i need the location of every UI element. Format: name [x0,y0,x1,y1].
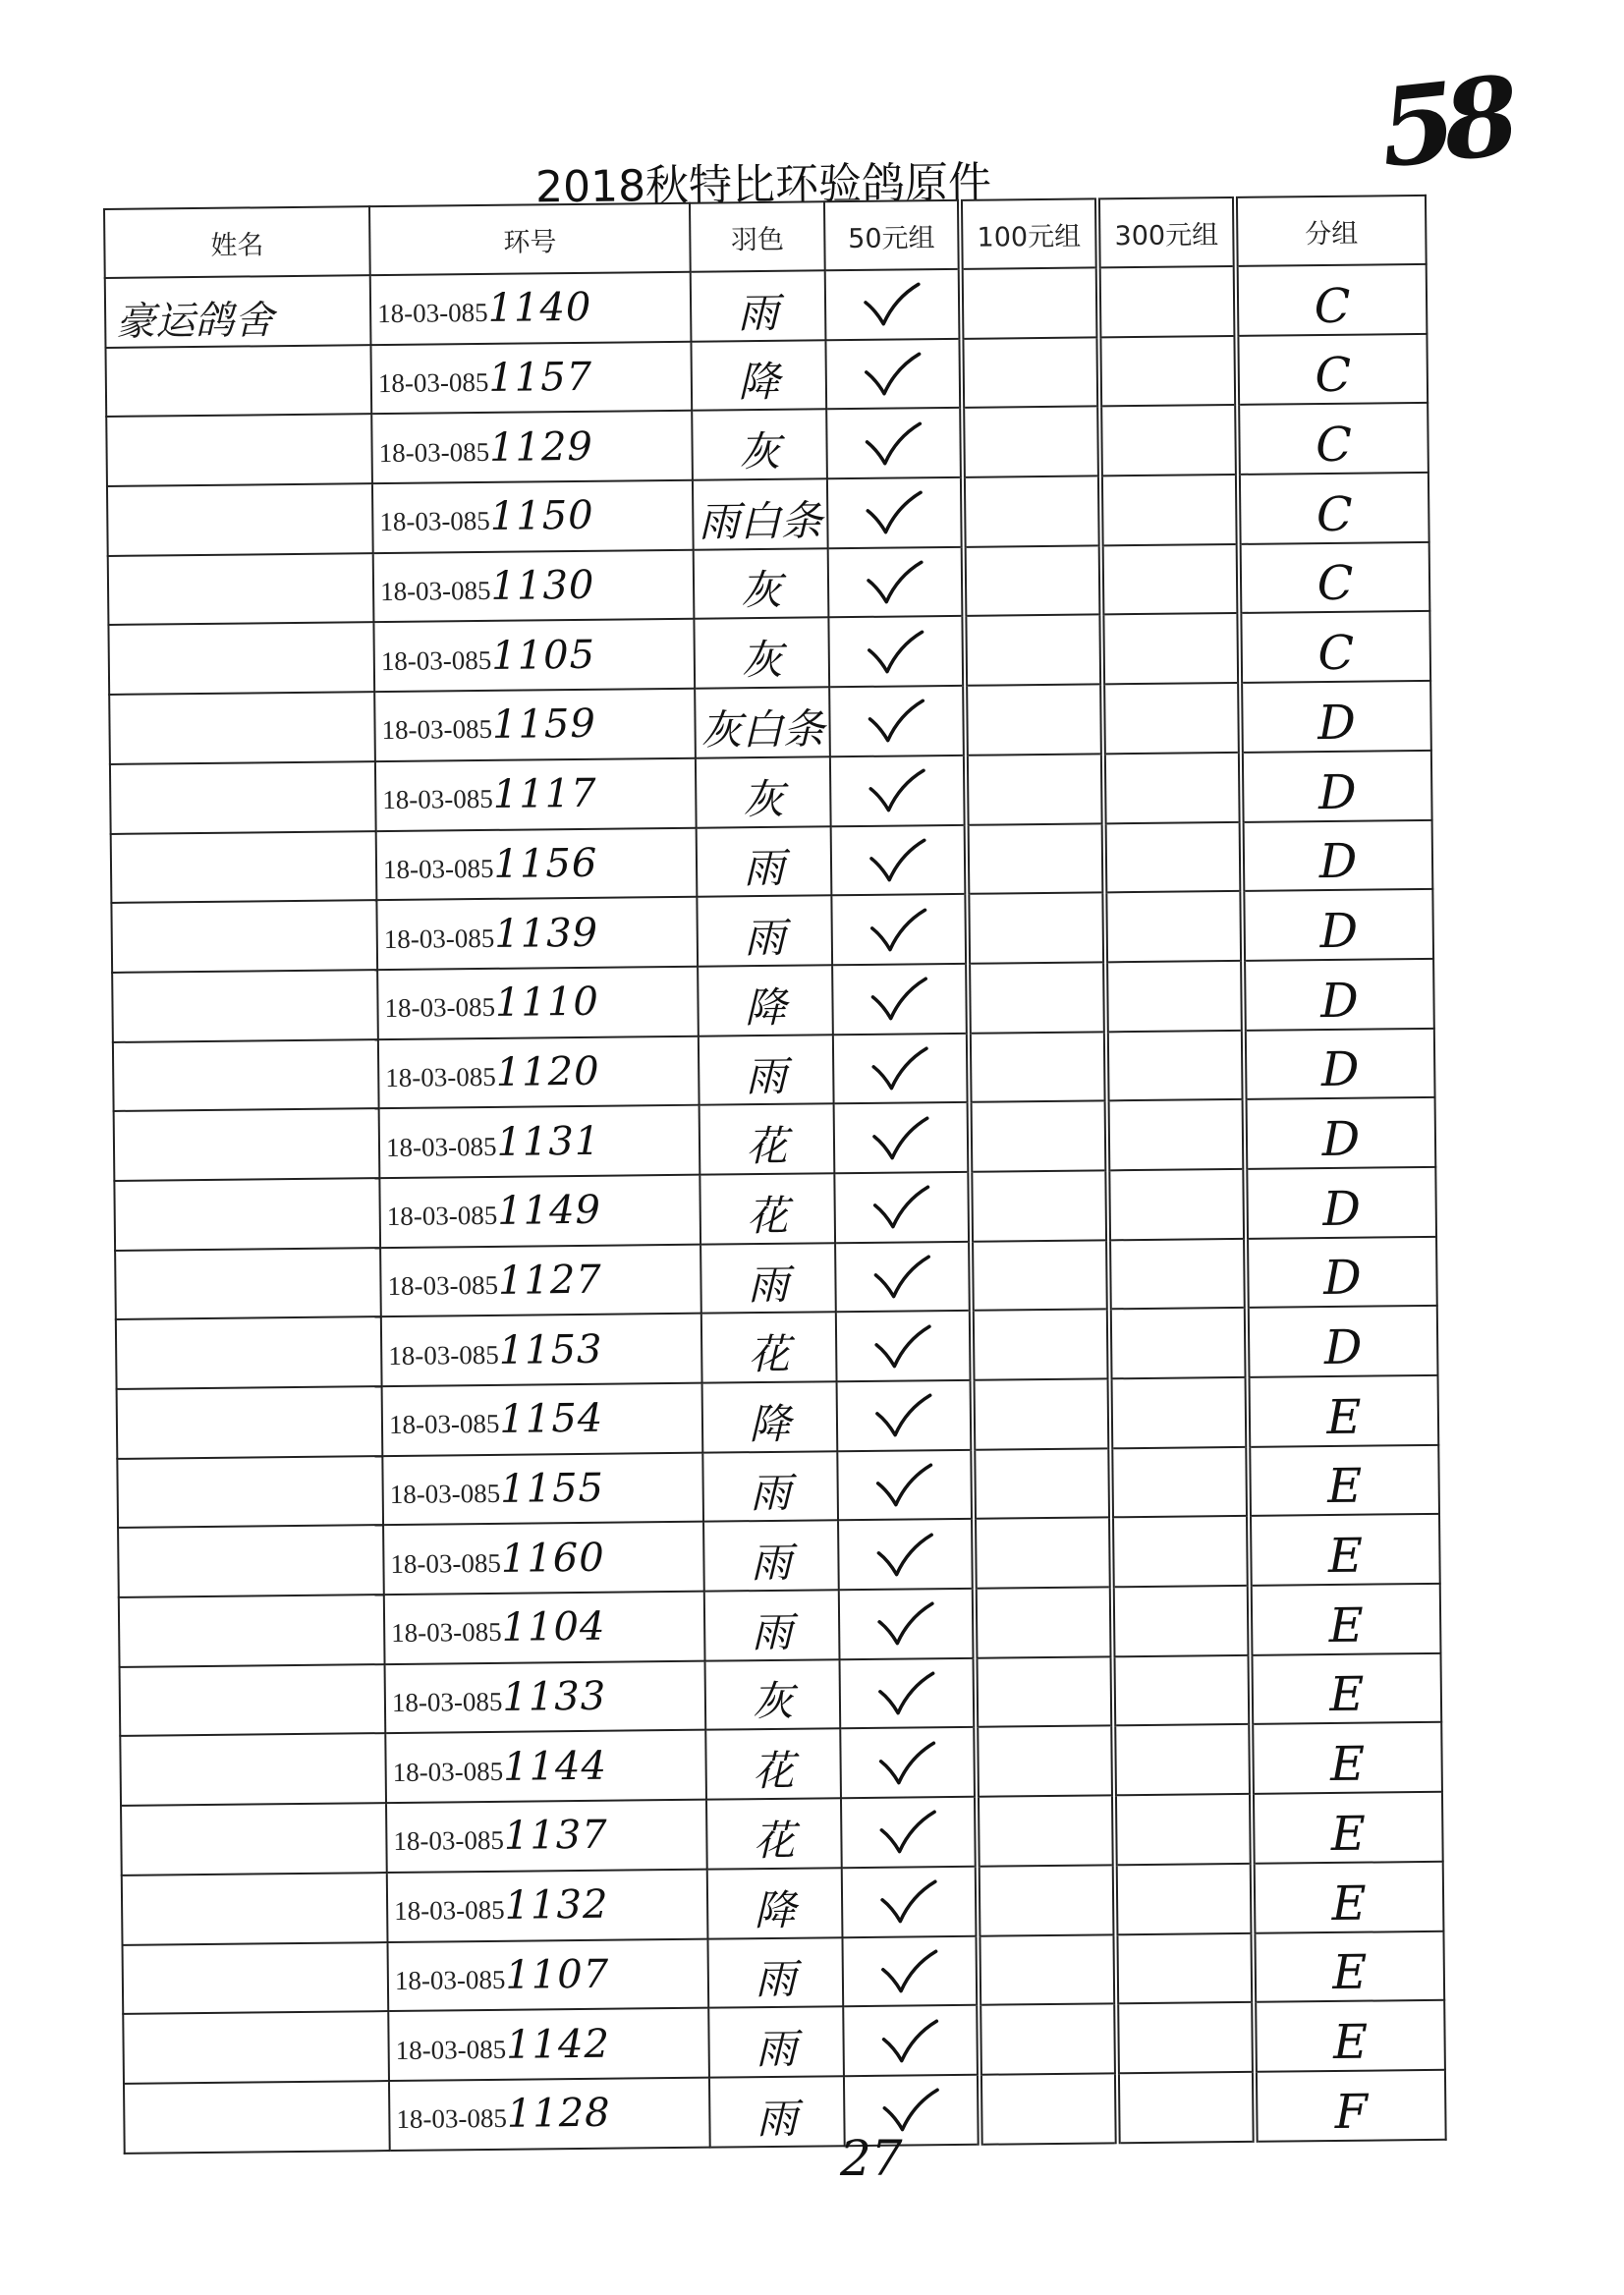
g100-cell [979,2003,1117,2074]
ring-number-cell [379,1105,700,1178]
feather-color-cell: 灰 [705,1659,841,1730]
g100-cell [965,685,1103,756]
feather-color-cell: 雨 [703,1521,839,1592]
pigeon-table [103,195,1447,2155]
owner-name-cell [122,1873,388,1945]
group-cell: D [1245,1167,1436,1239]
ring-suffix: 1128 [506,2090,611,2138]
g300-cell [1099,405,1238,476]
feather-color-cell: 雨 [702,1451,838,1522]
g50-cell [827,477,964,548]
ring-number-cell [375,758,697,831]
feather-color-cell: 雨 [700,1243,836,1314]
g50-cell [833,1033,970,1103]
ring-number-cell [383,1522,704,1595]
check-mark-icon [877,1809,938,1857]
group-cell: D [1241,751,1432,822]
g100-cell [978,1934,1116,2005]
g50-cell [831,894,968,965]
g50-cell [834,1172,971,1243]
ring-number-cell [385,1660,706,1733]
check-mark-icon [868,975,929,1023]
g50-cell [838,1519,975,1590]
owner-name-cell [115,1248,381,1320]
g50-cell [829,686,966,756]
owner-name-cell [119,1595,385,1667]
ring-prefix: 18-03-085 [376,298,488,329]
ring-number-cell [376,827,698,900]
ring-suffix: 1139 [493,910,599,957]
g100-cell [964,545,1102,616]
ring-prefix: 18-03-085 [391,1686,503,1718]
g100-cell [976,1656,1114,1727]
owner-name-cell [124,2081,390,2154]
g100-cell [964,615,1102,686]
ring-number-cell [370,341,692,414]
g50-cell [825,269,962,340]
check-mark-icon [867,766,927,814]
ring-prefix: 18-03-085 [386,1201,498,1232]
check-mark-icon [866,698,926,746]
footer-number: 27 [840,2130,903,2187]
g100-cell [969,1032,1107,1102]
group-cell: C [1237,403,1428,475]
ring-number-cell [388,2008,709,2081]
g300-cell [1105,961,1244,1032]
ring-prefix: 18-03-085 [389,1478,501,1510]
g50-cell [837,1449,974,1520]
g100-cell [967,823,1105,894]
ring-suffix: 1159 [491,701,597,749]
g100-cell [966,754,1104,824]
group-cell: E [1248,1445,1439,1517]
ring-prefix: 18-03-085 [390,1547,502,1579]
g50-cell [843,2005,980,2076]
group-cell: E [1249,1514,1440,1586]
ring-prefix: 18-03-085 [385,1061,496,1092]
owner-name-cell [108,553,374,626]
g100-cell [967,893,1105,964]
g300-cell [1098,336,1237,407]
group-cell: C [1239,542,1430,614]
g100-cell [968,962,1106,1033]
owner-name-cell [105,345,371,418]
group-cell: C [1236,334,1428,406]
owner-name-cell: 豪运鸽舍 [105,275,371,348]
ring-suffix: 1105 [491,632,596,679]
ring-prefix: 18-03-085 [394,1894,505,1927]
ring-number-cell [370,272,692,345]
feather-color-cell: 花 [705,1729,841,1800]
ring-prefix: 18-03-085 [388,1339,499,1371]
check-mark-icon [878,1877,939,1926]
group-cell: D [1246,1236,1437,1308]
ring-suffix: 1133 [502,1673,607,1720]
g50-cell [840,1727,977,1798]
g300-cell [1111,1516,1250,1587]
feather-color-cell: 雨 [699,1035,834,1105]
ring-number-cell [384,1592,705,1664]
g300-cell [1108,1239,1247,1310]
ring-number-cell [382,1452,703,1525]
group-cell: E [1251,1722,1442,1794]
feather-color-cell: 花 [700,1173,835,1244]
ring-suffix: 1127 [497,1257,602,1304]
ring-suffix: 1155 [499,1465,605,1512]
check-mark-icon [880,2086,941,2134]
check-mark-icon [870,1184,931,1232]
g50-cell [830,756,967,826]
ring-number-cell [387,1869,708,1941]
page-title: 2018秋特比环验鸽原件 [534,157,992,213]
feather-color-cell: 雨 [707,1937,843,2008]
ring-suffix: 1153 [498,1326,603,1373]
ring-number-cell [376,897,698,970]
feather-color-cell: 雨 [708,2006,844,2077]
group-cell: E [1250,1584,1441,1655]
owner-name-cell [111,900,377,973]
ring-suffix: 1110 [494,979,600,1027]
owner-name-cell [106,415,372,487]
ring-suffix: 1117 [492,770,597,818]
check-mark-icon [864,489,924,537]
group-cell: C [1239,611,1430,683]
feather-color-cell: 花 [706,1798,842,1869]
owner-name-cell [121,1803,387,1875]
ring-number-cell [380,1244,701,1316]
check-mark-icon [865,558,925,606]
g50-cell [839,1589,976,1659]
g100-cell [971,1240,1109,1311]
g300-cell [1107,1169,1246,1240]
g300-cell [1110,1447,1249,1518]
g300-cell [1116,2002,1255,2073]
group-cell: E [1250,1653,1441,1725]
ring-suffix: 1104 [501,1604,606,1651]
feather-color-cell: 雨白条 [693,478,828,549]
feather-color-cell: 雨 [709,2076,845,2147]
ring-suffix: 1137 [503,1813,608,1860]
g100-cell [980,2073,1118,2144]
owner-name-cell [110,761,376,834]
check-mark-icon [876,1669,937,1717]
g100-cell [961,267,1099,338]
g300-cell [1107,1099,1246,1170]
owner-name-cell [120,1664,386,1737]
ring-number-cell [373,549,695,622]
g100-cell [962,407,1100,477]
check-mark-icon [863,350,924,398]
feather-color-cell: 降 [698,965,833,1036]
feather-color-cell: 灰 [694,548,829,619]
ring-prefix: 18-03-085 [396,2103,508,2135]
ring-prefix: 18-03-085 [381,714,493,746]
ring-suffix: 1142 [505,2021,611,2068]
check-mark-icon [875,1600,936,1649]
ring-number-cell [381,1314,702,1386]
check-mark-icon [866,628,926,676]
ring-suffix: 1154 [499,1396,604,1443]
check-mark-icon [862,281,923,329]
g50-cell [828,616,965,687]
page-number: 58 [1373,52,1514,193]
registration-form [103,195,1445,2155]
g300-cell [1113,1724,1252,1795]
feather-color-cell: 降 [691,340,826,411]
check-mark-icon [873,1461,934,1509]
ring-number-cell [382,1383,703,1456]
ring-suffix: 1140 [487,285,592,332]
ring-prefix: 18-03-085 [395,2034,507,2065]
g100-cell [961,337,1099,408]
header-g50: 50元组 [824,200,961,270]
header-g100: 100元组 [960,198,1098,268]
group-cell: E [1253,1862,1444,1933]
ring-number-cell [386,1800,707,1873]
feather-color-cell: 雨 [697,895,832,966]
ring-prefix: 18-03-085 [392,1756,504,1787]
g100-cell [974,1518,1112,1589]
check-mark-icon [868,836,928,884]
ring-suffix: 1107 [505,1951,610,1998]
ring-suffix: 1149 [496,1188,602,1235]
g50-cell [835,1241,972,1312]
ring-suffix: 1120 [495,1048,600,1095]
check-mark-icon [872,1322,933,1371]
ring-suffix: 1160 [500,1535,605,1582]
ring-prefix: 18-03-085 [379,575,491,607]
g50-cell [841,1797,978,1868]
g300-cell [1115,1864,1254,1934]
group-cell: C [1238,473,1429,544]
g100-cell [976,1726,1114,1797]
ring-prefix: 18-03-085 [382,853,494,884]
ring-number-cell [379,1175,700,1248]
group-cell: D [1245,1097,1436,1169]
owner-name-cell [117,1456,383,1529]
ring-prefix: 18-03-085 [383,923,495,954]
g50-cell [825,339,962,410]
ring-prefix: 18-03-085 [394,1964,506,1995]
ring-number-cell [389,2078,710,2151]
header-color: 羽色 [690,201,825,271]
g300-cell [1115,1932,1254,2003]
ring-prefix: 18-03-085 [391,1617,502,1649]
ring-prefix: 18-03-085 [382,784,493,815]
g300-cell [1098,266,1237,337]
feather-color-cell: 雨 [691,270,826,341]
ring-number-cell [377,967,699,1039]
ring-number-cell [373,619,695,692]
g300-cell [1106,1030,1245,1100]
ring-prefix: 18-03-085 [380,644,492,676]
g300-cell [1117,2072,1256,2143]
group-cell: D [1243,959,1434,1031]
owner-name-cell [118,1525,384,1597]
ring-suffix: 1129 [488,423,594,471]
check-mark-icon [876,1739,937,1787]
g100-cell [970,1101,1108,1172]
g100-cell [975,1587,1113,1657]
ring-prefix: 18-03-085 [393,1825,505,1857]
g300-cell [1103,753,1242,823]
owner-name-cell [114,1108,380,1181]
ring-suffix: 1150 [489,493,594,540]
g50-cell [840,1658,977,1729]
g50-cell [834,1102,971,1173]
header-ring: 环号 [369,203,691,275]
check-mark-icon [869,1044,930,1092]
header-group: 分组 [1235,196,1427,266]
feather-color-cell: 灰 [696,756,831,827]
ring-prefix: 18-03-085 [387,1269,499,1301]
ring-prefix: 18-03-085 [388,1409,500,1440]
owner-name-cell [120,1734,386,1807]
table-row [124,2070,1446,2154]
g300-cell [1102,683,1241,754]
g300-cell [1100,475,1239,545]
feather-color-cell: 降 [707,1868,843,1938]
g50-cell [831,824,968,895]
owner-name-cell [107,483,373,556]
ring-prefix: 18-03-085 [385,1131,497,1162]
g50-cell [842,1867,979,1937]
feather-color-cell: 花 [701,1313,837,1383]
group-cell: E [1252,1792,1443,1864]
ring-suffix: 1144 [502,1743,608,1790]
g100-cell [963,476,1101,546]
group-cell: E [1248,1375,1439,1447]
g50-cell [836,1311,973,1381]
g300-cell [1114,1794,1253,1865]
group-cell: D [1244,1028,1435,1099]
owner-name-cell [117,1386,383,1459]
feather-color-cell: 降 [702,1381,838,1452]
feather-color-cell: 灰 [694,618,829,689]
group-cell: D [1247,1306,1438,1377]
group-cell: D [1242,819,1433,891]
feather-color-cell: 雨 [697,826,832,897]
g50-cell [826,408,963,478]
owner-name-cell [113,1039,379,1112]
g300-cell [1104,891,1243,962]
ring-suffix: 1157 [488,354,593,401]
g300-cell [1101,544,1240,615]
ring-number-cell [371,411,693,483]
header-g300: 300元组 [1097,197,1236,267]
g100-cell [977,1795,1115,1866]
check-mark-icon [868,906,928,954]
ring-prefix: 18-03-085 [377,366,489,399]
g100-cell [973,1378,1111,1449]
ring-prefix: 18-03-085 [384,992,496,1024]
owner-name-cell [109,692,375,764]
ring-number-cell [385,1730,706,1803]
check-mark-icon [870,1114,931,1162]
g50-cell [832,964,969,1035]
g50-cell [837,1380,974,1451]
g50-cell [842,1935,979,2006]
header-name: 姓名 [104,206,370,278]
ring-number-cell [378,1036,700,1108]
check-mark-icon [873,1392,934,1440]
g300-cell [1101,613,1240,684]
owner-name-cell [123,1942,389,2015]
ring-prefix: 18-03-085 [378,436,490,468]
feather-color-cell: 灰白条 [695,687,830,757]
ring-number-cell [372,480,694,553]
g50-cell [828,547,965,618]
g300-cell [1112,1655,1251,1726]
check-mark-icon [879,1947,940,1995]
ring-number-cell [387,1938,708,2011]
group-cell: E [1254,2000,1445,2072]
ring-number-cell [374,689,696,761]
ring-suffix: 1132 [504,1881,609,1929]
ring-suffix: 1156 [493,840,598,887]
g100-cell [973,1448,1111,1519]
owner-name-cell [108,623,374,696]
check-mark-icon [879,2017,940,2065]
group-cell: D [1240,681,1431,753]
g300-cell [1110,1377,1249,1448]
group-cell: D [1242,889,1433,961]
feather-color-cell: 灰 [692,410,827,480]
table-body [105,264,1446,2154]
g100-cell [978,1865,1116,1935]
feather-color-cell: 花 [700,1104,835,1175]
ring-suffix: 1131 [496,1118,601,1165]
owner-name-cell [114,1178,380,1251]
owner-name-cell [112,970,378,1042]
group-cell: C [1236,264,1428,336]
group-cell: E [1253,1931,1444,2002]
g100-cell [972,1310,1110,1380]
owner-name-cell [111,831,377,904]
check-mark-icon [863,420,924,468]
g100-cell [970,1170,1108,1241]
feather-color-cell: 雨 [704,1590,840,1660]
g300-cell [1112,1586,1251,1656]
check-mark-icon [874,1531,935,1579]
owner-name-cell [116,1316,382,1389]
ring-suffix: 1130 [490,562,595,609]
check-mark-icon [871,1253,932,1301]
g300-cell [1109,1308,1248,1378]
ring-prefix: 18-03-085 [379,506,490,537]
owner-name-cell [123,2011,389,2084]
g300-cell [1104,821,1243,892]
group-cell: F [1255,2070,1446,2142]
